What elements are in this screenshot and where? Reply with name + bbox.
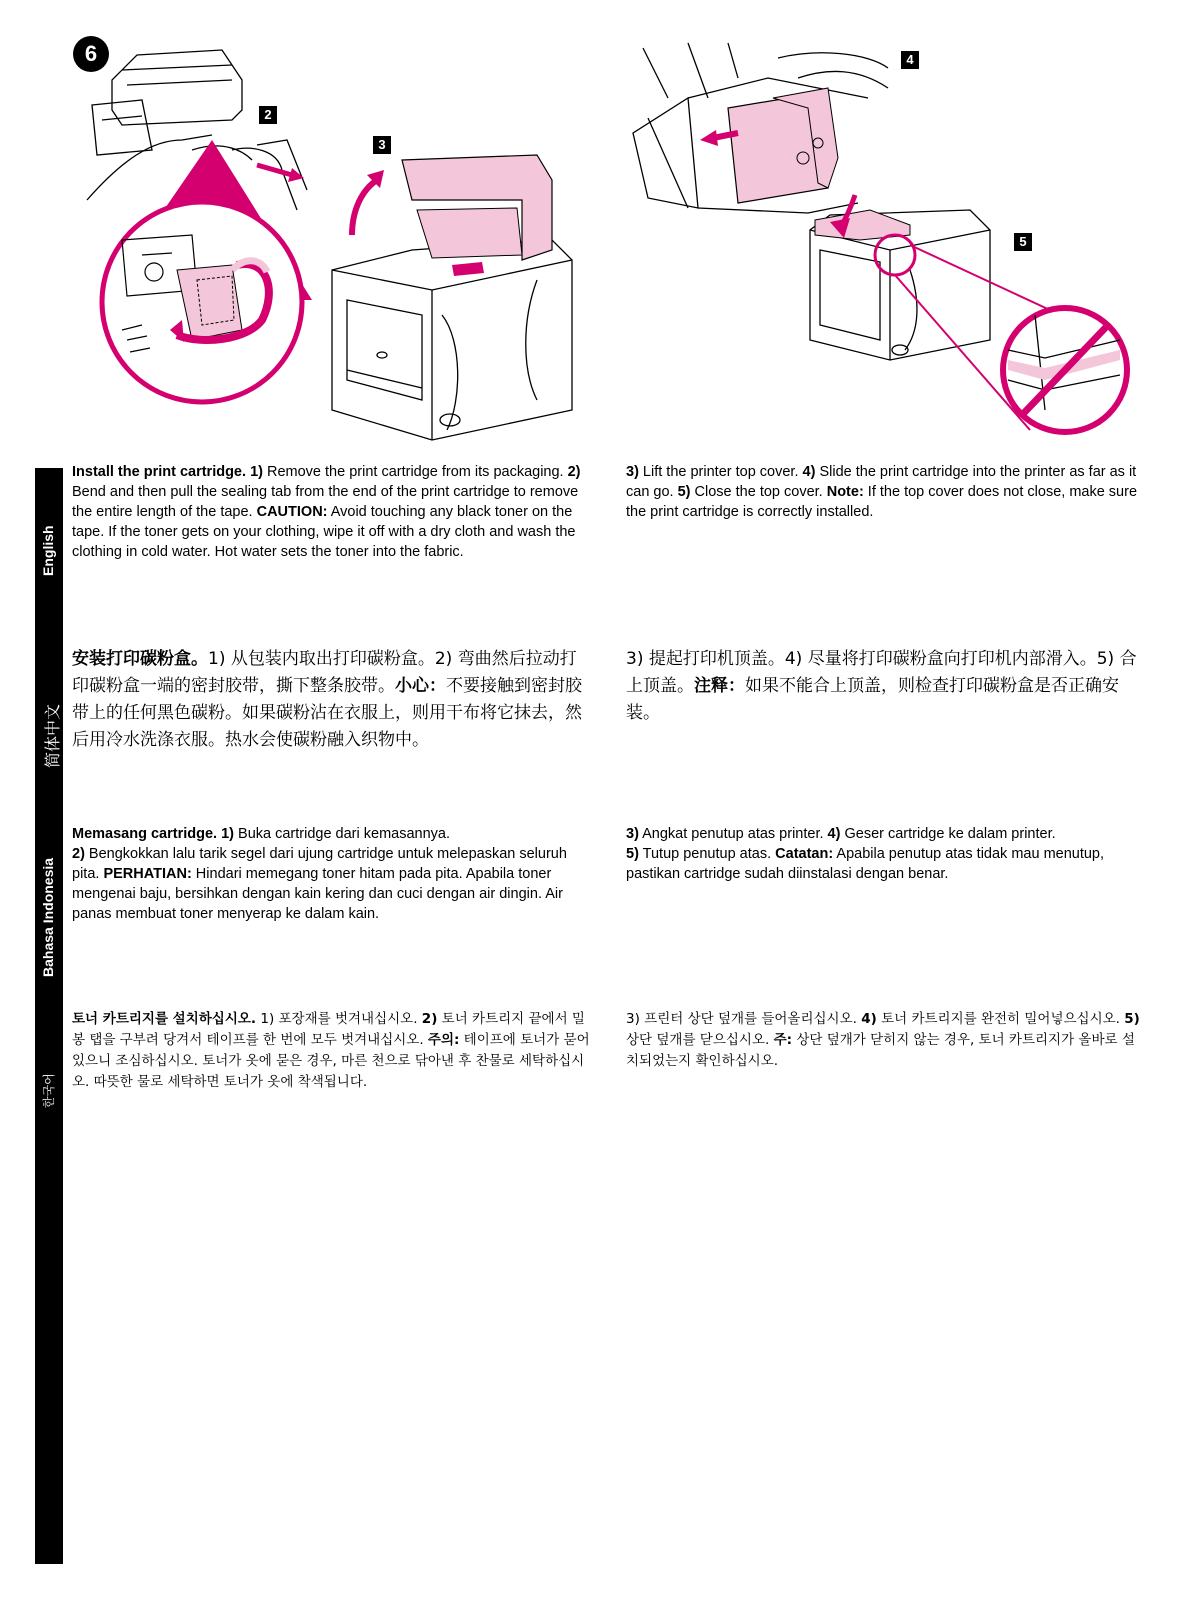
step-text: 尽量将打印碳粉盒向打印机内部滑入。 — [802, 649, 1097, 669]
note-label: Note: — [826, 484, 864, 500]
note-text: Apabila penutup atas tidak mau menutup, pastikan cartridge sudah diinstalasi dengan benar. — [626, 846, 1105, 882]
caution-text: 테이프에 토너가 묻어 있으니 조심하십시오. 토너가 옷에 묻은 경우, 마른 천으로 닦아낸 후 찬물로 세탁하십시오. 따뜻한 물로 세탁하면 토너가 옷에 착색됩니다. — [72, 1032, 590, 1090]
korean-right-text — [626, 1009, 1146, 1072]
step-text: Remove the print cartridge from its packaging. — [262, 464, 568, 480]
note-text: 상단 덮개가 닫히지 않는 경우, 토너 카트리지가 올바로 설치되었는지 확인하십시오. — [626, 1032, 1135, 1069]
step-number: 2) — [421, 1011, 438, 1027]
step-number: 2) — [567, 464, 581, 480]
step-number: 1) — [221, 826, 234, 842]
step-text: 토너 카트리지 끝에서 밀봉 탭을 구부려 당겨서 테이프를 한 번에 모두 벗겨내십시오. — [72, 1011, 585, 1048]
note-label: 주: — [773, 1032, 793, 1048]
section-title: 토너 카트리지를 설치하십시오. — [72, 1011, 257, 1027]
caution-text: Avoid touching any black toner on the tape. If the toner gets on your clothing, wipe it off with a dry cloth and wash the clothing in cold water. Hot water sets the toner into the fabric. — [72, 504, 576, 560]
step-number: 4) — [784, 649, 803, 669]
step-number: 3) — [626, 649, 644, 669]
step-text: Lift the printer top cover. — [638, 464, 803, 480]
step-text: 포장재를 벗겨내십시오. — [274, 1011, 422, 1027]
illustration-close-cover — [800, 190, 1140, 440]
step-text: 토너 카트리지를 완전히 밀어넣으십시오. — [876, 1011, 1125, 1027]
step-text: Angkat penutup atas printer. — [638, 826, 828, 842]
caution-label: PERHATIAN: — [103, 866, 192, 882]
english-right-text — [626, 462, 1146, 522]
step-text: Slide the print cartridge into the printer as far as it can go. — [626, 464, 1137, 500]
step-number: 3) — [626, 1011, 640, 1027]
step-number: 5) — [626, 846, 639, 862]
step-text: 상단 덮개를 닫으십시오. — [626, 1032, 774, 1048]
step-number: 5) — [1096, 649, 1115, 669]
caution-label: CAUTION: — [256, 504, 328, 520]
step-number: 4) — [861, 1011, 877, 1027]
language-label-korean: 한국어 — [42, 1073, 56, 1108]
illustration-lift-cover — [322, 140, 592, 450]
indonesian-left-text — [72, 824, 592, 924]
step-text: 合上顶盖。 — [626, 649, 1137, 696]
step-number: 5) — [1124, 1011, 1140, 1027]
step-text: 弯曲然后拉动打印碳粉盒一端的密封胶带，撕下整条胶带。 — [72, 649, 577, 696]
section-title: Install the print cartridge. — [72, 464, 247, 480]
step-text: Tutup penutup atas. — [638, 846, 776, 862]
caution-label: 주의: — [427, 1032, 460, 1048]
illustration-label-2: 2 — [259, 106, 277, 124]
language-label-indonesian: Bahasa Indonesia — [40, 857, 56, 977]
step-number: 2) — [72, 846, 85, 862]
note-text: If the top cover does not close, make sure the print cartridge is correctly installed. — [626, 484, 1138, 520]
language-sidebar — [35, 468, 63, 1564]
step-number-badge: 6 — [73, 36, 109, 72]
indonesian-right-text — [626, 824, 1146, 884]
step-text: Bengkokkan lalu tarik segel dari ujung cartridge untuk melepaskan seluruh pita. — [72, 846, 567, 882]
language-label-english: English — [40, 525, 56, 576]
step-text: Close the top cover. — [690, 484, 827, 500]
illustration-label-3: 3 — [373, 136, 391, 154]
korean-left-text — [72, 1009, 592, 1093]
step-number: 1) — [260, 1011, 275, 1027]
step-text: 프린터 상단 덮개를 들어올리십시오. — [639, 1011, 862, 1027]
english-left-text — [72, 462, 592, 562]
caution-label: 小心： — [395, 676, 446, 696]
chinese-left-text — [72, 646, 592, 754]
step-number: 1) — [250, 464, 263, 480]
step-number: 1) — [208, 649, 226, 669]
chinese-right-text — [626, 646, 1146, 727]
step-number: 4) — [802, 464, 816, 480]
caution-text: 不要接触到密封胶带上的任何黑色碳粉。如果碳粉沾在衣服上，则用干布将它抹去，然后用冷水洗涤衣服。热水会使碳粉融入织物中。 — [72, 676, 582, 750]
section-title: 安装打印碳粉盒。 — [72, 649, 208, 669]
step-number: 3) — [626, 464, 639, 480]
step-number: 4) — [827, 826, 841, 842]
step-number: 3) — [626, 826, 639, 842]
note-text: 如果不能合上顶盖，则检查打印碳粉盒是否正确安装。 — [626, 676, 1119, 723]
step-text: 提起打印机顶盖。 — [643, 649, 785, 669]
step-number: 5) — [677, 484, 691, 500]
note-label: Catatan: — [775, 846, 834, 862]
step-text: Geser cartridge ke dalam printer. — [840, 826, 1056, 842]
caution-text: Hindari memegang toner hitam pada pita. Apabila toner mengenai baju, bersihkan dengan kain kering dan cuci dengan air dingin. Air panas membuat toner menyerap ke dalam kain. — [72, 866, 563, 922]
illustration-label-5: 5 — [1014, 233, 1032, 251]
step-text: Buka cartridge dari kemasannya. — [234, 826, 450, 842]
note-label: 注释： — [694, 676, 745, 696]
section-title: Memasang cartridge. — [72, 826, 218, 842]
language-label-chinese: 简体中文 — [43, 703, 62, 768]
step-text: Bend and then pull the sealing tab from the end of the print cartridge to remove the entire length of the tape. — [72, 484, 579, 520]
step-text: 从包装内取出打印碳粉盒。 — [225, 649, 435, 669]
illustration-label-4: 4 — [901, 51, 919, 69]
step-number: 2) — [434, 649, 453, 669]
